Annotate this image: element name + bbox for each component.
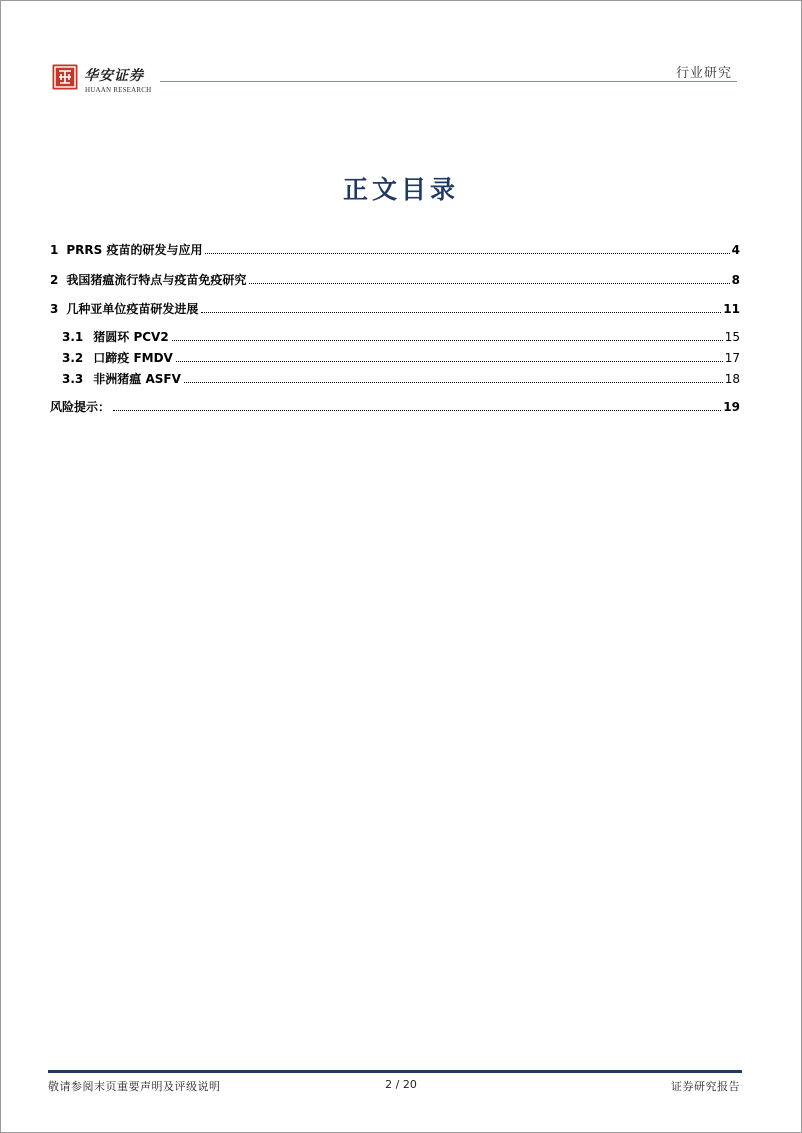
toc-entry-page: 8 [731,273,740,287]
toc-entry-page: 4 [731,243,740,257]
company-logo [52,64,164,98]
toc-leader-dots [172,340,723,341]
toc-entry-3[interactable] [50,300,740,317]
toc-entry-label: 口蹄疫 FMDV [93,351,173,365]
toc-entry-label: 几种亚单位疫苗研发进展 [66,302,199,316]
header-divider [160,81,737,82]
toc-leader-dots [249,283,729,284]
toc-entry-3-3[interactable] [62,370,740,387]
toc-leader-dots [205,253,729,254]
toc-title: 正文目录 [342,175,459,204]
toc-entry-1[interactable] [50,241,740,258]
toc-entry-label: 非洲猪瘟 ASFV [93,372,181,386]
toc-entry-number: 3.3 [62,372,84,386]
toc-leader-dots [113,410,721,411]
toc-entry-page: 19 [723,400,740,414]
toc-leader-dots [176,361,723,362]
logo-english-name: HUAAN RESEARCH [85,86,152,94]
toc-leader-dots [184,382,723,383]
toc-entry-number: 3 [50,302,59,316]
toc-entry-label: 我国猪瘟流行特点与疫苗免疫研究 [66,273,247,287]
toc-entry-2[interactable] [50,271,740,288]
toc-entry-label: 猪圆环 PCV2 [93,330,169,344]
toc-entry-risk[interactable] [50,398,740,415]
toc-entry-label: 风险提示： [50,400,111,414]
toc-entry-3-1[interactable] [62,328,740,345]
toc-entry-page: 15 [724,330,740,344]
toc-leader-dots [201,312,721,313]
footer-divider [48,1070,742,1073]
page-number: 2 / 20 [385,1078,417,1091]
footer-disclaimer: 敬请参阅末页重要声明及评级说明 [48,1080,221,1093]
seal-icon [52,64,78,90]
toc-entry-number: 3.1 [62,330,84,344]
logo-chinese-name: 华安证券 [84,68,144,84]
toc-entry-3-2[interactable] [62,349,740,366]
report-type: 证券研究报告 [671,1080,740,1093]
toc-entry-page: 17 [724,351,740,365]
toc-entry-number: 1 [50,243,59,257]
toc-entry-number: 2 [50,273,59,287]
toc-entry-number: 3.2 [62,351,84,365]
report-category: 行业研究 [675,66,732,81]
toc-entry-page: 11 [723,302,740,316]
toc-entry-page: 18 [724,372,740,386]
toc-entry-label: PRRS 疫苗的研发与应用 [66,243,203,257]
